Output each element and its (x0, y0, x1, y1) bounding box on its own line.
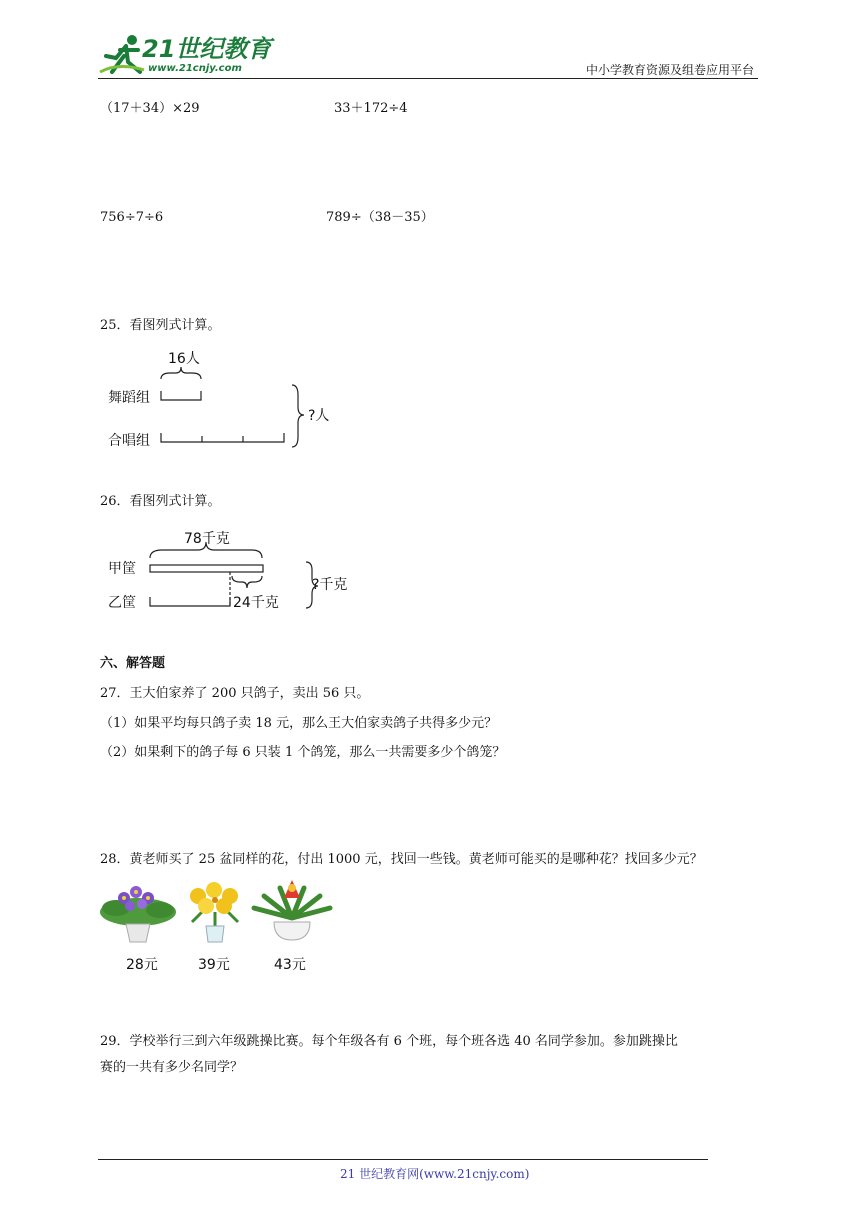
footer-rule (98, 1159, 708, 1160)
q26-row2-label: 乙筐 (108, 595, 136, 611)
q29-line1: 29．学校举行三到六年级跳操比赛。每个年级各有 6 个班，每个班各选 40 名同学参加。参加跳操比 (100, 1034, 678, 1049)
q28-flower-yellow (182, 882, 248, 974)
q26-top-label: 78千克 (184, 531, 230, 547)
logo-url: www.21cnjy.com (148, 63, 242, 74)
footer-link[interactable]: 21 世纪教育网(www.21cnjy.com) (340, 1167, 530, 1181)
flower-price: 39元 (198, 957, 230, 973)
q25-diagram (100, 345, 340, 455)
q26-title: 26．看图列式计算。 (100, 494, 221, 509)
yellow-flower-vase-icon (182, 882, 248, 946)
calc-expr-3: 756÷7÷6 (100, 210, 164, 225)
section-six-title: 六、解答题 (100, 656, 166, 671)
q26-diagram (100, 524, 370, 616)
header (98, 30, 758, 80)
q25-segment-bars (100, 345, 340, 455)
red-bromeliad-potted-icon (250, 878, 334, 946)
violet-potted-flower-icon (98, 882, 178, 946)
q26-row1-label: 甲筐 (108, 561, 136, 577)
q25-row1-label: 舞蹈组 (108, 390, 150, 406)
calc-expr-2: 33＋172÷4 (334, 101, 408, 116)
header-rule (98, 78, 758, 79)
q28-flower-bromeliad (250, 878, 334, 974)
q29-line2: 赛的一共有多少名同学？ (100, 1060, 244, 1075)
q26-segment-bars (100, 524, 370, 616)
flower-price: 28元 (126, 957, 158, 973)
platform-name: 中小学教育资源及组卷应用平台 (585, 63, 754, 77)
q27-stem: 27．王大伯家养了 200 只鸽子，卖出 56 只。 (100, 686, 370, 701)
q25-total-label: ?人 (308, 408, 330, 424)
logo-wordmark: 21世纪教育 (142, 35, 272, 63)
q28-stem: 28．黄老师买了 25 盆同样的花，付出 1000 元，找回一些钱。黄老师可能买的是哪种花？找回多少元？ (100, 852, 703, 867)
q25-top-label: 16人 (168, 351, 200, 367)
q25-title: 25．看图列式计算。 (100, 318, 221, 333)
calc-expr-1: （17＋34）×29 (100, 101, 200, 116)
q25-row2-label: 合唱组 (108, 433, 150, 449)
q27-part2: （2）如果剩下的鸽子每 6 只装 1 个鸽笼，那么一共需要多少个鸽笼？ (100, 745, 506, 760)
q27-part1: （1）如果平均每只鸽子卖 18 元，那么王大伯家卖鸽子共得多少元？ (100, 716, 498, 731)
calc-expr-4: 789÷（38－35） (326, 210, 434, 225)
running-person-logo-icon (98, 32, 148, 78)
flower-price: 43元 (274, 957, 306, 973)
q26-total-label: ?千克 (312, 577, 348, 593)
q28-flower-violet (98, 882, 178, 974)
q26-diff-label: 24千克 (233, 595, 279, 611)
